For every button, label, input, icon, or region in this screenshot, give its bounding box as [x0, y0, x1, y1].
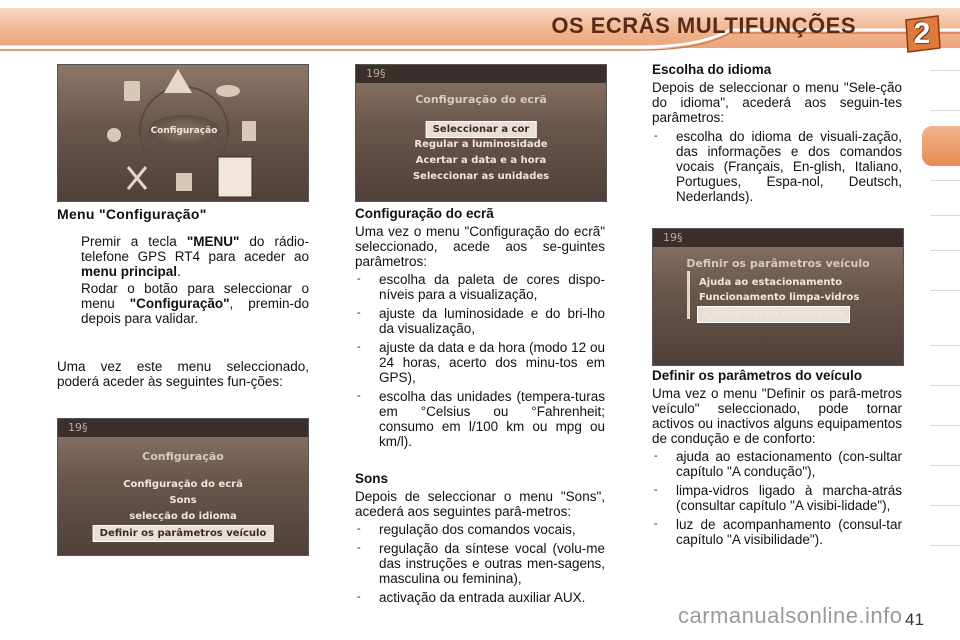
rail-divider	[930, 180, 960, 181]
list-item-text: regulação da síntese vocal (volu-me das instruções e outras men-sagens, masculina ou feminina),	[379, 541, 605, 586]
chapter-number: 2	[913, 17, 931, 50]
list-item: - escolha do idioma de visuali-zação, das informações e dos comandos vocais (Français, En-glish, Italiano, Portugues, Espa-nol, Deutsch, Nederlands).	[654, 129, 902, 204]
screen-status-bar: 19§	[58, 419, 308, 437]
list-item: - ajuda ao estacionamento (con-sultar capítulo "A condução"),	[654, 449, 902, 479]
screen-item: Regular a luminosidade	[414, 139, 548, 150]
paragraph: Uma vez este menu seleccionado, poderá aceder às seguintes fun-ções:	[57, 359, 309, 389]
list-item: - limpa-vidros ligado à marcha-atrás (consultar capítulo "A visibi-lidade"),	[654, 483, 902, 513]
list-item-text: escolha da paleta de cores dispo-níveis para a visualização,	[379, 272, 605, 302]
list-item: - regulação dos comandos vocais,	[357, 522, 576, 537]
rail-divider	[930, 215, 960, 216]
list-item: - escolha da paleta de cores dispo-níveis para a visualização,	[357, 272, 605, 302]
display-config-screenshot	[355, 64, 607, 202]
list-item: - ajuste da data e da hora (modo 12 ou 24 horas, acerto dos minu-tos em GPS),	[357, 340, 605, 385]
rail-divider	[930, 250, 960, 251]
section-heading: Definir os parâmetros do veículo	[652, 368, 863, 383]
key-name: menu principal	[81, 264, 178, 279]
list-item-text: escolha das unidades (tempera-turas em °Celsius ou °Fahrenheit; consumo em l/100 km ou mpg ou km/l).	[379, 389, 605, 449]
rail-divider	[930, 465, 960, 466]
list-item: - luz de acompanhamento (consul-tar capítulo "A visibilidade").	[654, 517, 902, 547]
key-name: "MENU"	[186, 234, 240, 249]
rail-divider	[930, 345, 960, 346]
menu-wheel-screenshot	[57, 64, 309, 202]
rail-divider	[930, 505, 960, 506]
list-item: - activação da entrada auxiliar AUX.	[357, 590, 586, 605]
screen-item: Seleccionar as unidades	[412, 171, 550, 182]
rail-divider	[930, 70, 960, 71]
section-heading: Escolha do idioma	[652, 62, 772, 77]
rail-divider	[930, 110, 960, 111]
rail-divider	[930, 425, 960, 426]
key-name: "Configuração"	[129, 296, 230, 311]
config-menu-screenshot	[57, 418, 309, 556]
list-item-text: ajuste da luminosidade e do bri-lho da visualização,	[379, 306, 605, 336]
col2-text	[355, 206, 605, 605]
screen-item: Acertar a data e a hora	[415, 155, 547, 166]
paragraph: Uma vez o menu "Configuração do ecrã" seleccionado, acede aos se-guintes parâmetros:	[355, 224, 605, 269]
page-number: 41	[905, 610, 924, 629]
screen-status-bar: 19§	[356, 65, 606, 83]
list-item-text: limpa-vidros ligado à marcha-atrás (consultar capítulo "A visibi-lidade"),	[676, 483, 902, 513]
list-item-text: ajuste da data e da hora (modo 12 ou 24 horas, acerto dos minu-tos em GPS),	[379, 340, 605, 385]
step-item	[57, 234, 309, 279]
text-run: Rodar o botão para seleccionar o menu	[81, 281, 309, 311]
screen-item: Sons	[169, 495, 197, 506]
screen-item-selected: Seleccionar a cor	[426, 121, 537, 138]
screen-title: Definir os parâmetros veículo	[686, 257, 870, 270]
screen-item: selecção do idioma	[129, 511, 237, 522]
screen-item-selected: Definir os parâmetros veículo	[93, 525, 274, 542]
rail-divider	[930, 545, 960, 546]
text-run: .	[177, 264, 181, 279]
col1-text	[57, 207, 309, 389]
list-item: - ajuste da luminosidade e do bri-lho da visualização,	[357, 306, 605, 336]
screen-title: Configuração	[142, 450, 224, 463]
screen-status-bar: 19§	[653, 229, 903, 247]
screen-item-selected: Configuração iluminação	[697, 306, 850, 323]
paragraph: Depois de seleccionar o menu "Sons", acederá aos seguintes parâ-metros:	[355, 489, 605, 519]
list-item-text: luz de acompanhamento (consul-tar capítulo "A visibilidade").	[676, 517, 902, 547]
step-item	[57, 281, 309, 326]
text-run: Premir a tecla	[81, 234, 187, 249]
screen-item: Ajuda ao estacionamento	[699, 277, 843, 288]
section-heading: Sons	[355, 471, 389, 486]
menu-center-label: Configuração	[150, 126, 218, 136]
rail-divider	[930, 385, 960, 386]
list-item-text: activação da entrada auxiliar AUX.	[379, 590, 586, 605]
list-item: - regulação da síntese vocal (volu-me das instruções e outras men-sagens, masculina ou feminina),	[357, 541, 605, 586]
screen-scrollbar	[687, 271, 690, 319]
section-heading: Menu "Configuração"	[57, 206, 207, 222]
screen-item: Funcionamento limpa-vidros	[699, 292, 860, 303]
col3-text-top	[652, 62, 902, 204]
list-item-text: escolha do idioma de visuali-zação, das informações e dos comandos vocais (Français, En-glish, Italiano, Portugues, Espa-nol, Deutsch, Nederlands).	[676, 129, 902, 204]
list-item: - escolha das unidades (tempera-turas em °Celsius ou °Fahrenheit; consumo em l/100 km ou mpg ou km/l).	[357, 389, 605, 449]
vehicle-params-screenshot	[652, 228, 904, 366]
paragraph: Depois de seleccionar o menu "Sele-ção do idioma", acederá aos seguin-tes parâmetros:	[652, 80, 902, 125]
chapter-tab-active[interactable]	[922, 126, 960, 166]
section-heading: Configuração do ecrã	[355, 206, 494, 221]
text-run: do rádio-telefone GPS RT4 para aceder ao	[81, 234, 309, 264]
rail-divider	[930, 290, 960, 291]
paragraph: Uma vez o menu "Definir os parâ-metros veículo" seleccionado, pode tornar activos ou inactivos alguns equipamentos de condução e de conforto:	[652, 386, 902, 446]
page-title: OS ECRÃS MULTIFUNÇÕES	[551, 13, 856, 38]
list-item-text: regulação dos comandos vocais,	[379, 522, 576, 537]
chapter-badge	[902, 14, 942, 54]
col3-text-bottom	[652, 368, 902, 547]
list-item-text: ajuda ao estacionamento (con-sultar capítulo "A condução"),	[676, 449, 902, 479]
screen-title: Configuração do ecrã	[415, 93, 547, 106]
watermark: carmanualsonline.info	[678, 603, 903, 628]
text-run: , premin-do depois para validar.	[81, 296, 309, 326]
screen-item: Configuração do ecrã	[123, 479, 243, 490]
